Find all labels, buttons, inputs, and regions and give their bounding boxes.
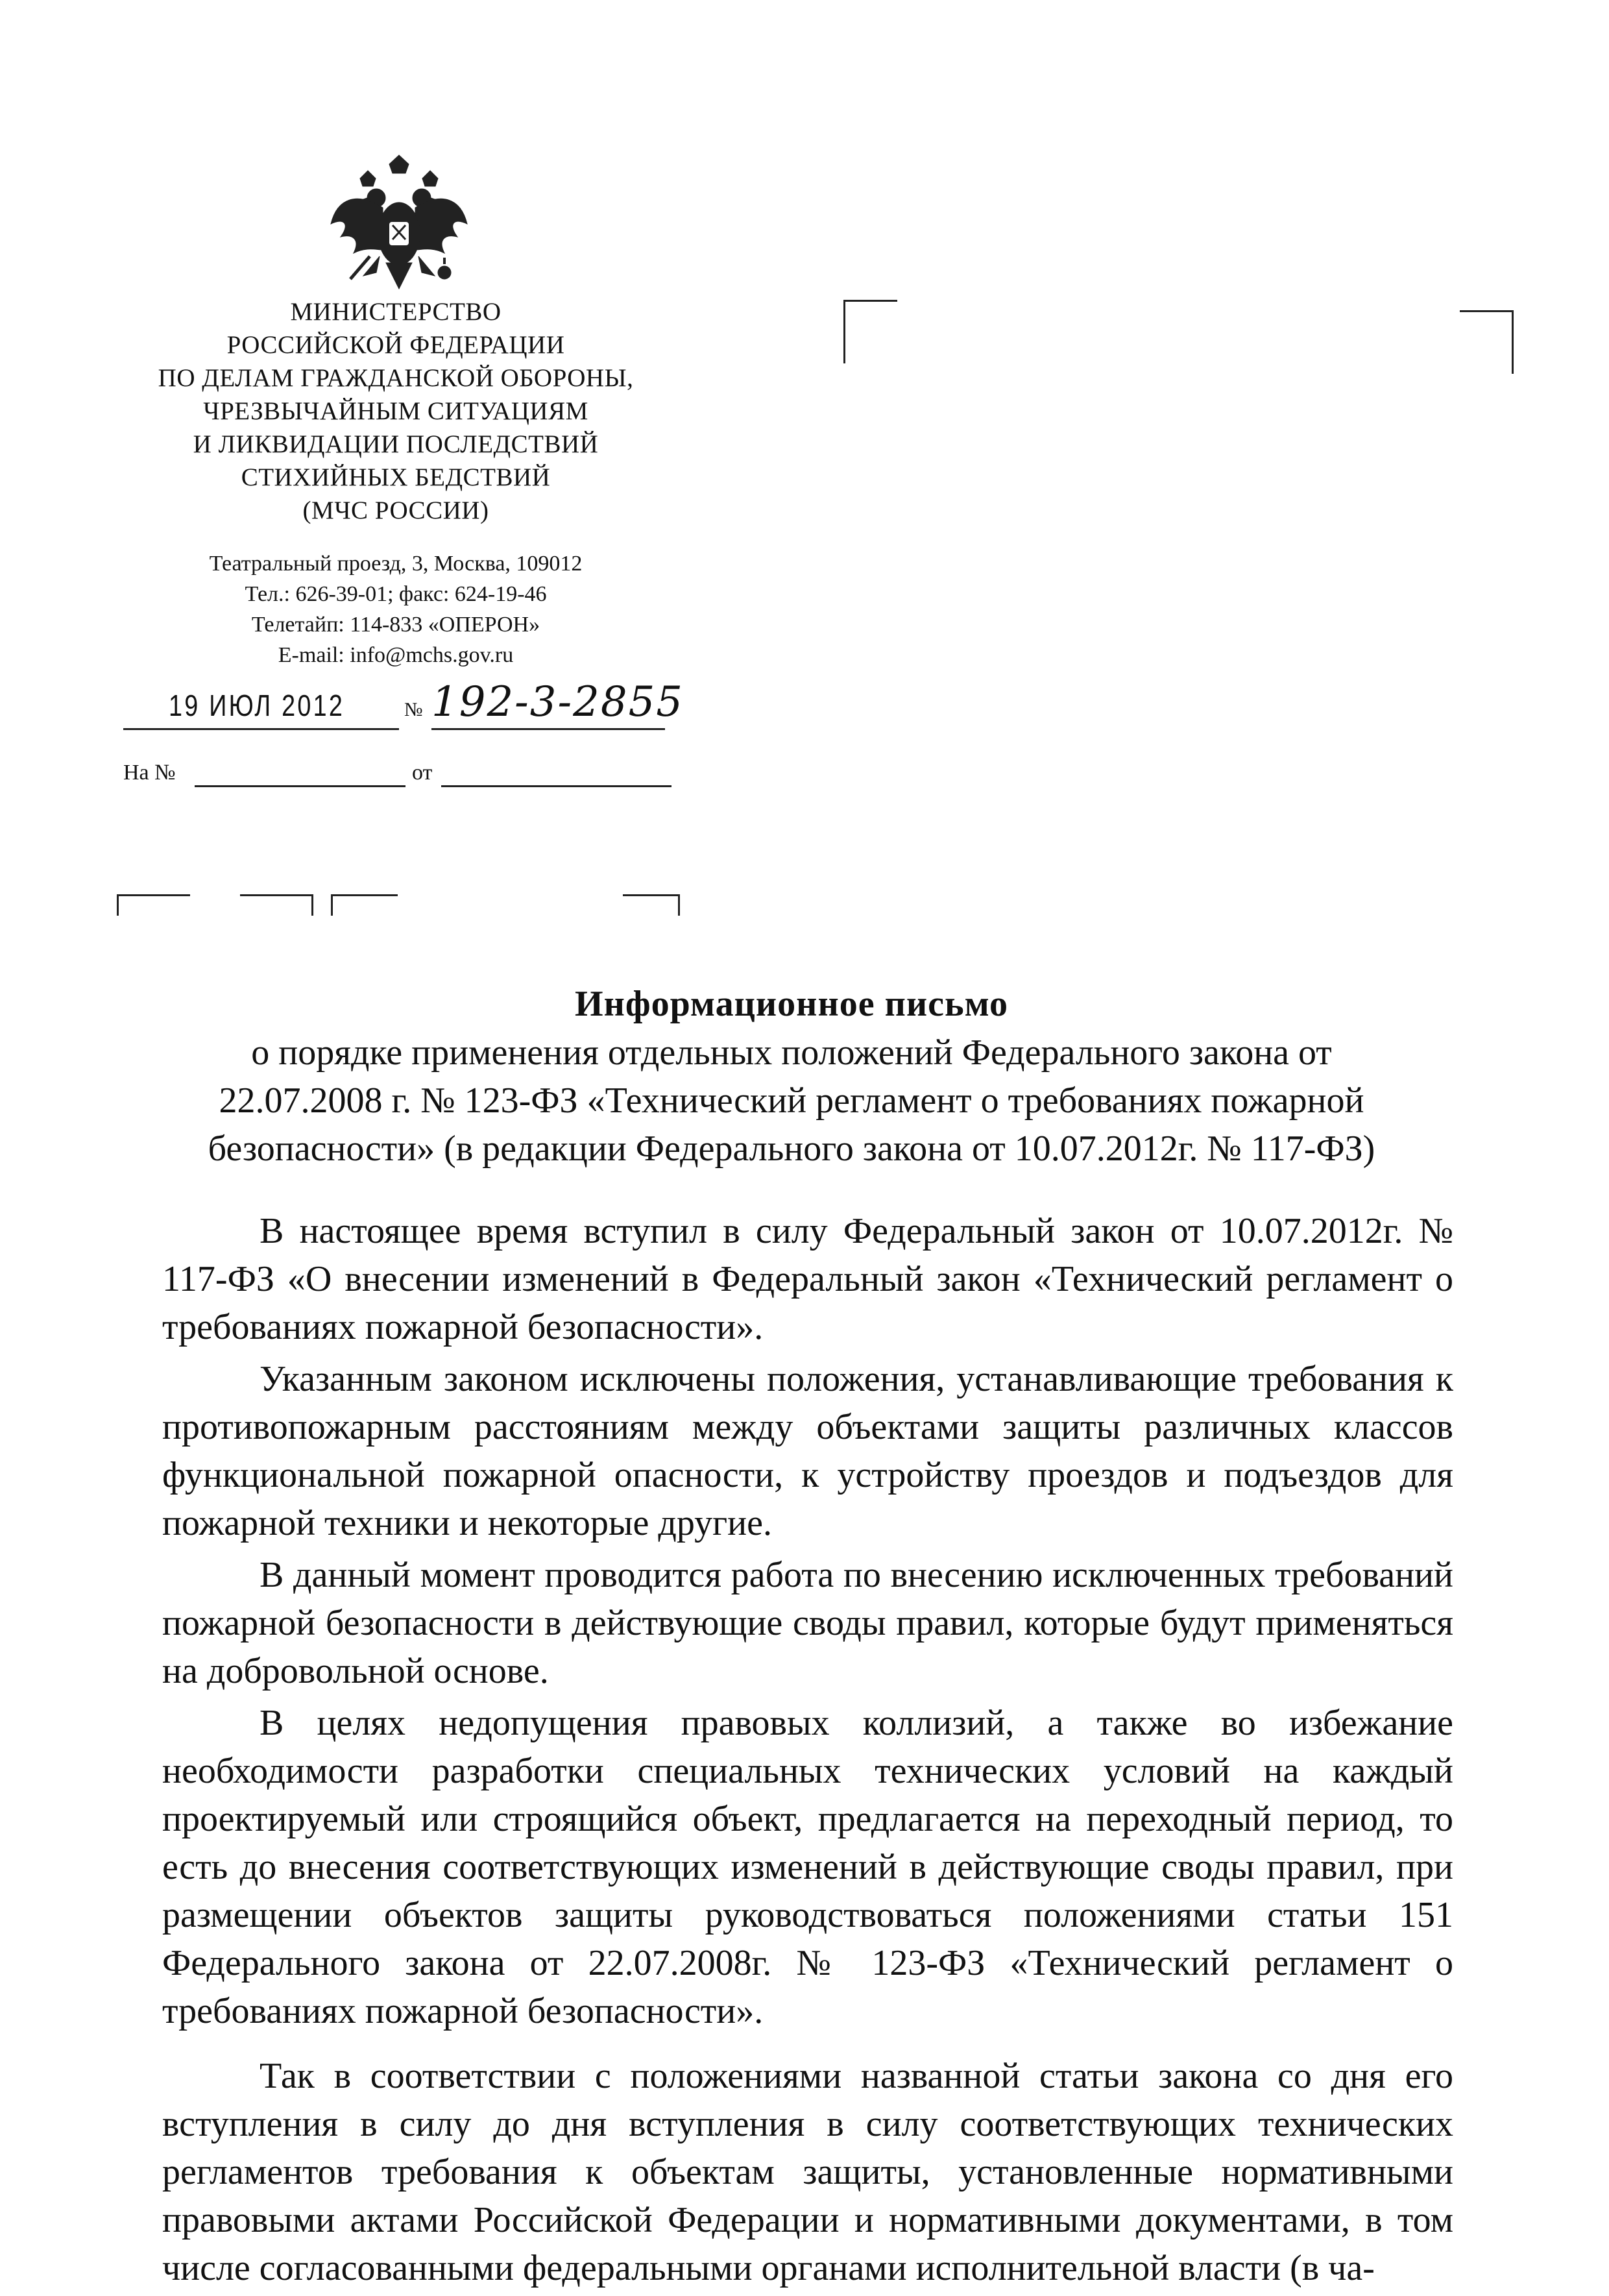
- body-paragraph: Указанным законом исключены положения, устанавливающие требования к противопожарным расстояниям между объектами защиты различных классов функциональной пожарной опасности, к устройству проездов и подъездов для пожарной техники и некоторые другие.: [162, 1359, 1453, 1543]
- coat-of-arms-emblem: [324, 153, 474, 302]
- ministry-line: МИНИСТЕРСТВО: [290, 298, 502, 326]
- letter-title: Информационное письмо: [575, 984, 1008, 1024]
- teletype-line: Телетайп: 114-833 «ОПЕРОН»: [251, 613, 540, 637]
- body-paragraph: Так в соответствии с положениями названной статьи закона со дня его вступления в силу до дня вступления в силу соответствующих технических регламентов требования к объектам защиты, установленные нормативными правовыми актами Российской Федерации и нормативными документами, в том числе согласованными федеральными органами исполнительной власти (в ча-: [162, 2056, 1453, 2288]
- letter-subtitle: [169, 1029, 1414, 1173]
- subject-corner-1: [117, 894, 190, 916]
- ministry-line: ЧРЕЗВЫЧАЙНЫМ СИТУАЦИЯМ: [203, 397, 588, 425]
- addressee-corner-top-right: [1460, 310, 1514, 374]
- ministry-line: (МЧС РОССИИ): [302, 496, 489, 524]
- subtitle-line: безопасности» (в редакции Федерального закона от 10.07.2012г. № 117-ФЗ): [208, 1129, 1375, 1169]
- letter-body: [162, 1207, 1453, 2296]
- email-line: E-mail: info@mchs.gov.ru: [278, 643, 514, 667]
- reply-date-underline: [441, 785, 671, 787]
- russian-coat-of-arms-icon: [324, 153, 474, 302]
- number-underline: [431, 728, 665, 730]
- subtitle-line: 22.07.2008 г. № 123-ФЗ «Технический регламент о требованиях пожарной: [219, 1081, 1364, 1121]
- subject-corner-4: [623, 894, 680, 916]
- reply-number-underline: [195, 785, 405, 787]
- ministry-line: СТИХИЙНЫХ БЕДСТВИЙ: [241, 463, 551, 491]
- registration-number: 192-3-2855: [431, 678, 684, 726]
- subject-corner-2: [240, 894, 313, 916]
- number-label: №: [404, 699, 423, 720]
- addressee-corner-top-left: [843, 300, 897, 363]
- subject-corner-3: [331, 894, 398, 916]
- address-line: Театральный проезд, 3, Москва, 109012: [209, 552, 583, 576]
- body-paragraph: В настоящее время вступил в силу Федеральный закон от 10.07.2012г. № 117-ФЗ «О внесении изменений в Федеральный закон «Технический регламент о требованиях пожарной безопасности».: [162, 1211, 1453, 1347]
- ministry-line: РОССИЙСКОЙ ФЕДЕРАЦИИ: [226, 331, 565, 359]
- ministry-line: ПО ДЕЛАМ ГРАЖДАНСКОЙ ОБОРОНЫ,: [158, 364, 634, 392]
- phone-line: Тел.: 626-39-01; факс: 624-19-46: [245, 582, 547, 606]
- reply-number-label: На №: [123, 761, 176, 785]
- contact-block: [117, 548, 675, 670]
- body-paragraph: В целях недопущения правовых коллизий, а также во избежание необходимости разработки специальных технических условий на каждый проектируемый или строящийся объект, предлагается на переходный период, то есть до внесения соответствующих изменений в действующие своды правил, при размещении объектов защиты руководствоваться положениями статьи 151 Федерального закона от 22.07.2008г. № 123-ФЗ «Технический регламент о требованиях пожарной безопасности».: [162, 1703, 1453, 2031]
- reply-from-label: от: [412, 761, 433, 785]
- body-paragraph: В данный момент проводится работа по внесению исключенных требований пожарной безопасности в действующие своды правил, которые будут применяться на добровольной основе.: [162, 1555, 1453, 1691]
- subtitle-line: о порядке применения отдельных положений Федерального закона от: [251, 1032, 1332, 1073]
- ministry-name-block: [117, 295, 675, 527]
- registration-date: 19 ИЮЛ 2012: [169, 689, 345, 722]
- date-underline: [123, 728, 399, 730]
- ministry-line: И ЛИКВИДАЦИИ ПОСЛЕДСТВИЙ: [193, 430, 599, 458]
